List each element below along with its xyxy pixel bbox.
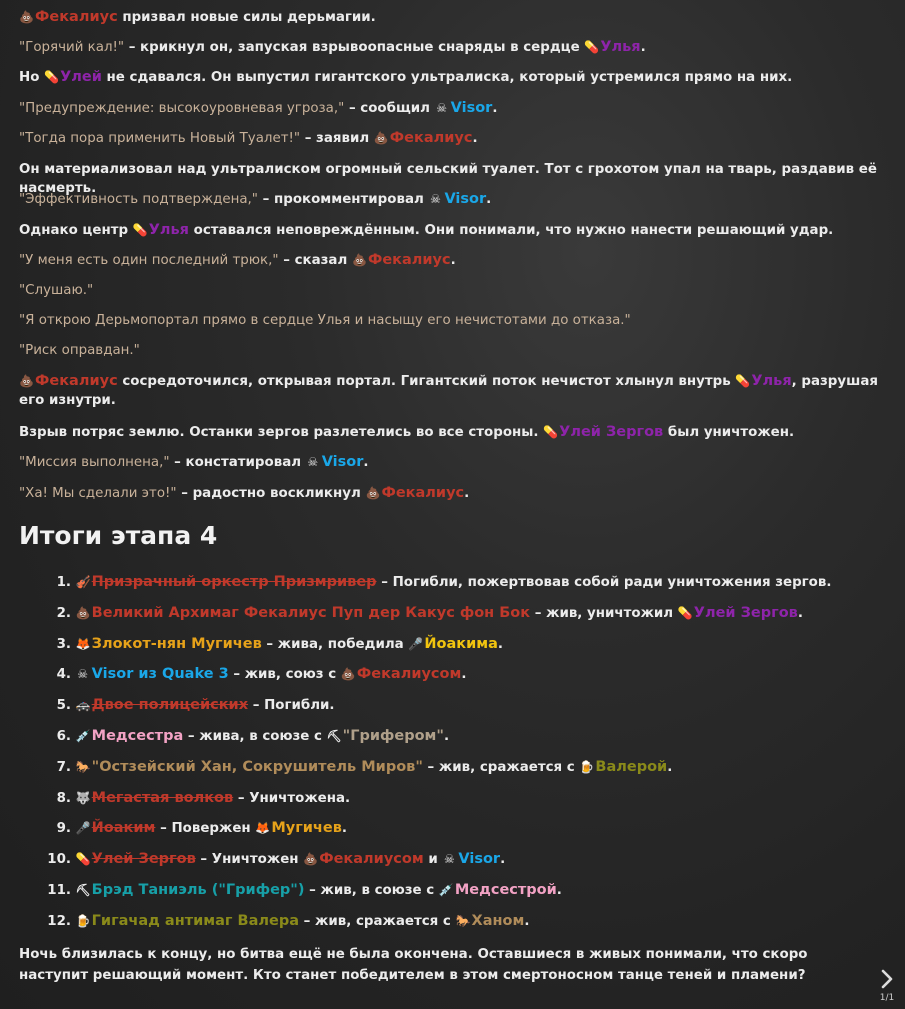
character-name: Медсестра xyxy=(91,727,184,744)
story-line xyxy=(19,251,879,270)
character-name: "Остзейский Хан, Сокрушитель Миров" xyxy=(91,758,423,775)
horse-icon: 🐎 xyxy=(75,759,91,774)
character-name: Гигачад антимаг Валера xyxy=(91,912,300,929)
narration-text: – жива, победила xyxy=(261,636,409,652)
poop-icon: 💩 xyxy=(365,486,381,500)
narration-text: не сдавался. Он выпустил гигантского ультралиска, который устремился прямо на них. xyxy=(101,70,793,85)
character-name: Фекалиус xyxy=(35,373,118,389)
poop-icon: 💩 xyxy=(373,131,389,145)
narration-text: . xyxy=(667,759,673,775)
story-line xyxy=(19,99,879,118)
beer-icon: 🍺 xyxy=(75,913,91,928)
character-name: Мугичев xyxy=(271,820,342,837)
beer-icon: 🍺 xyxy=(579,759,595,774)
quote-text: "Риск оправдан." xyxy=(19,343,140,358)
robot-icon: ☠ xyxy=(307,455,319,469)
result-item xyxy=(37,912,831,943)
narration-text: – жив, сражается с xyxy=(422,759,580,775)
result-number: 7. xyxy=(56,759,71,775)
story-line xyxy=(19,8,879,27)
result-item xyxy=(37,758,831,789)
narration-text: был уничтожен. xyxy=(663,425,795,440)
narration-text: . xyxy=(450,253,456,268)
narration-text: . xyxy=(492,101,498,116)
result-item xyxy=(37,789,831,820)
character-name: Злокот-нян Мугичев xyxy=(91,635,262,652)
poop-icon: 💩 xyxy=(19,10,34,24)
wolf-icon: 🐺 xyxy=(75,790,91,805)
story-line xyxy=(19,423,879,442)
narration-text: . xyxy=(797,605,803,621)
pill-icon: 💊 xyxy=(677,605,693,620)
chevron-right-icon[interactable] xyxy=(877,968,897,990)
character-name: Visor xyxy=(458,851,501,868)
result-item xyxy=(37,727,831,758)
story-line xyxy=(19,190,879,209)
result-number: 9. xyxy=(56,821,71,837)
quote-text: "Ха! Мы сделали это!" xyxy=(19,486,177,501)
character-name: Visor из Quake 3 xyxy=(91,666,229,683)
result-item xyxy=(37,850,831,881)
microphone-icon: 🎤 xyxy=(75,821,91,836)
robot-icon: ☠ xyxy=(436,101,448,115)
character-name: Двое полицейских xyxy=(91,697,249,714)
narration-text: Взрыв потряс землю. Останки зергов разлетелись во все стороны. xyxy=(19,425,544,440)
robot-icon: ☠ xyxy=(430,192,441,206)
character-name: Брэд Таниэль ("Грифер") xyxy=(91,881,305,898)
pickaxe-icon: ⛏ xyxy=(75,882,91,897)
narration-text: – заявил xyxy=(300,131,374,146)
narration-text: – Погибли, пожертвовав собой ради уничтожения зергов. xyxy=(376,575,832,590)
narration-text: . xyxy=(363,455,369,470)
character-name: Мегастая волков xyxy=(91,789,234,806)
character-name: Фекалиус xyxy=(389,130,473,146)
pill-icon: 💊 xyxy=(44,70,60,84)
closing-paragraph: Ночь близилась к концу, но битва ещё не была окончена. Оставшиеся в живых понимали, что скоро наступит решающий момент. Кто станет победителем в этом смертоносном танце теней и пламени? xyxy=(19,947,808,983)
result-number: 11. xyxy=(47,882,71,898)
poop-icon: 💩 xyxy=(351,253,367,267)
story-line xyxy=(19,221,879,240)
result-number: 1. xyxy=(56,575,71,590)
character-name: Медсестрой xyxy=(454,881,557,898)
narration-text: . xyxy=(524,913,530,929)
narration-text: Однако центр xyxy=(19,223,133,238)
narration-text: . xyxy=(640,40,646,55)
result-number: 3. xyxy=(56,636,71,652)
character-name: Улей Зергов xyxy=(559,424,664,440)
narration-text: – Повержен xyxy=(155,821,256,837)
character-name: Фекалиусом xyxy=(319,851,424,868)
character-name: Йоакима xyxy=(424,635,498,652)
narration-text: . xyxy=(341,821,347,837)
violin-icon: 🎻 xyxy=(75,575,91,589)
result-number: 8. xyxy=(56,790,71,806)
result-number: 10. xyxy=(47,852,71,868)
narration-text: – Уничтожена. xyxy=(233,790,351,806)
narration-text: – жива, в союзе с xyxy=(183,728,327,744)
syringe-icon: 💉 xyxy=(438,882,454,897)
page-counter: 1/1 xyxy=(879,993,895,1003)
robot-icon: ☠ xyxy=(77,667,89,682)
result-number: 6. xyxy=(56,728,71,744)
result-number: 5. xyxy=(56,698,71,714)
character-name: Улья xyxy=(148,222,189,238)
character-name: "Грифером" xyxy=(342,727,444,744)
pager xyxy=(877,968,897,1003)
character-name: Visor xyxy=(321,454,364,470)
stage-results-heading: Итоги этапа 4 xyxy=(19,521,218,550)
character-name: Visor xyxy=(444,191,487,207)
character-name: Улей Зергов xyxy=(91,851,196,868)
quote-text: "Я открою Дерьмопортал прямо в сердце Улья и насыщу его нечистотами до отказа." xyxy=(19,313,631,328)
result-item xyxy=(37,573,831,604)
result-item xyxy=(37,881,831,912)
poop-icon: 💩 xyxy=(19,374,34,388)
poop-icon: 💩 xyxy=(340,667,356,682)
results-list xyxy=(19,573,831,943)
quote-text: "Тогда пора применить Новый Туалет!" xyxy=(19,131,301,146)
character-name: Фекалиус xyxy=(35,9,118,25)
character-name: Йоаким xyxy=(91,820,156,837)
fox-icon: 🦊 xyxy=(255,821,271,836)
character-name: Фекалиус xyxy=(367,252,451,268)
character-name: Призрачный оркестр Призмривер xyxy=(91,574,377,590)
narration-text: призвал новые силы дерьмагии. xyxy=(117,10,376,25)
quote-text: "Горячий кал!" xyxy=(19,40,125,55)
microphone-icon: 🎤 xyxy=(408,636,424,651)
horse-icon: 🐎 xyxy=(455,913,471,928)
narration-text: – жив, союз с xyxy=(228,667,341,683)
narration-text: . xyxy=(443,728,450,744)
result-item xyxy=(37,696,831,727)
syringe-icon: 💉 xyxy=(75,728,91,743)
narration-text: . xyxy=(500,852,506,868)
robot-icon: ☠ xyxy=(444,852,455,867)
character-name: Улья xyxy=(600,39,641,55)
story-line xyxy=(19,341,879,360)
result-item xyxy=(37,635,831,666)
pickaxe-icon: ⛏ xyxy=(326,728,342,743)
result-item xyxy=(37,819,831,850)
narration-text: . xyxy=(556,882,562,898)
narration-text: . xyxy=(472,131,478,146)
narration-text: – прокомментировал xyxy=(257,192,429,207)
narration-text: сосредоточился, открывая портал. Гигантский поток нечистот хлынул внутрь xyxy=(117,374,736,389)
narration-text: . xyxy=(497,636,503,652)
narration-text: . xyxy=(486,192,492,207)
result-number: 12. xyxy=(47,913,71,929)
police-car-icon: 🚓 xyxy=(75,698,91,713)
pill-icon: 💊 xyxy=(132,223,148,237)
quote-text: "Миссия выполнена," xyxy=(19,455,170,470)
fox-icon: 🦊 xyxy=(75,636,91,651)
quote-text: "Предупреждение: высокоуровневая угроза," xyxy=(19,101,345,116)
character-name: Ханом xyxy=(471,912,525,929)
narration-text: Но xyxy=(19,70,45,85)
character-name: Улей Зергов xyxy=(693,604,798,621)
narration-text: – констатировал xyxy=(169,455,306,470)
story-line xyxy=(19,38,879,57)
pill-icon: 💊 xyxy=(75,852,91,867)
pill-icon: 💊 xyxy=(735,374,751,388)
narration-text: , разрушая его изнутри. xyxy=(19,374,878,408)
poop-icon: 💩 xyxy=(75,605,91,620)
narration-text: и xyxy=(423,852,443,868)
pill-icon: 💊 xyxy=(584,40,600,54)
narration-text: – радостно воскликнул xyxy=(176,486,366,501)
character-name: Visor xyxy=(450,100,493,116)
result-number: 2. xyxy=(56,605,71,621)
character-name: Великий Архимаг Фекалиус Пуп дер Какус фон Бок xyxy=(91,604,531,621)
narration-text: – Погибли. xyxy=(248,698,335,714)
story-line xyxy=(19,281,879,300)
pill-icon: 💊 xyxy=(543,425,559,439)
result-number: 4. xyxy=(56,667,71,683)
character-name: Улья xyxy=(751,373,792,389)
narration-text: – жив, сражается с xyxy=(299,913,456,929)
quote-text: "У меня есть один последний трюк," xyxy=(19,253,279,268)
character-name: Валерой xyxy=(595,758,668,775)
quote-text: "Слушаю." xyxy=(19,283,94,298)
narration-text: оставался неповреждённым. Они понимали, что нужно нанести решающий удар. xyxy=(188,223,834,238)
narration-text: – жив, уничтожил xyxy=(530,605,678,621)
story-line xyxy=(19,484,879,503)
story-line xyxy=(19,372,879,410)
story-line xyxy=(19,311,879,330)
narration-text: – сказал xyxy=(278,253,352,268)
poop-icon: 💩 xyxy=(303,852,319,867)
character-name: Улей xyxy=(60,69,102,85)
narration-text: – крикнул он, запуская взрывоопасные снаряды в сердце xyxy=(124,40,585,55)
narration-text: – сообщил xyxy=(344,101,435,116)
quote-text: "Эффективность подтверждена," xyxy=(19,192,258,207)
story-line xyxy=(19,453,879,472)
result-item xyxy=(37,604,831,635)
narration-text: – Уничтожен xyxy=(195,852,304,868)
character-name: Фекалиус xyxy=(381,485,465,501)
narration-text: . xyxy=(464,486,470,501)
narration-text: Он материализовал над ультралиском огромный сельский туалет. Тот с грохотом упал на тварь, раздавив её насмерть. xyxy=(19,162,877,196)
narration-text: . xyxy=(461,667,467,683)
story-line xyxy=(19,129,879,148)
narration-text: – жив, в союзе с xyxy=(304,882,439,898)
story-line xyxy=(19,68,879,87)
character-name: Фекалиусом xyxy=(356,666,462,683)
result-item xyxy=(37,665,831,696)
